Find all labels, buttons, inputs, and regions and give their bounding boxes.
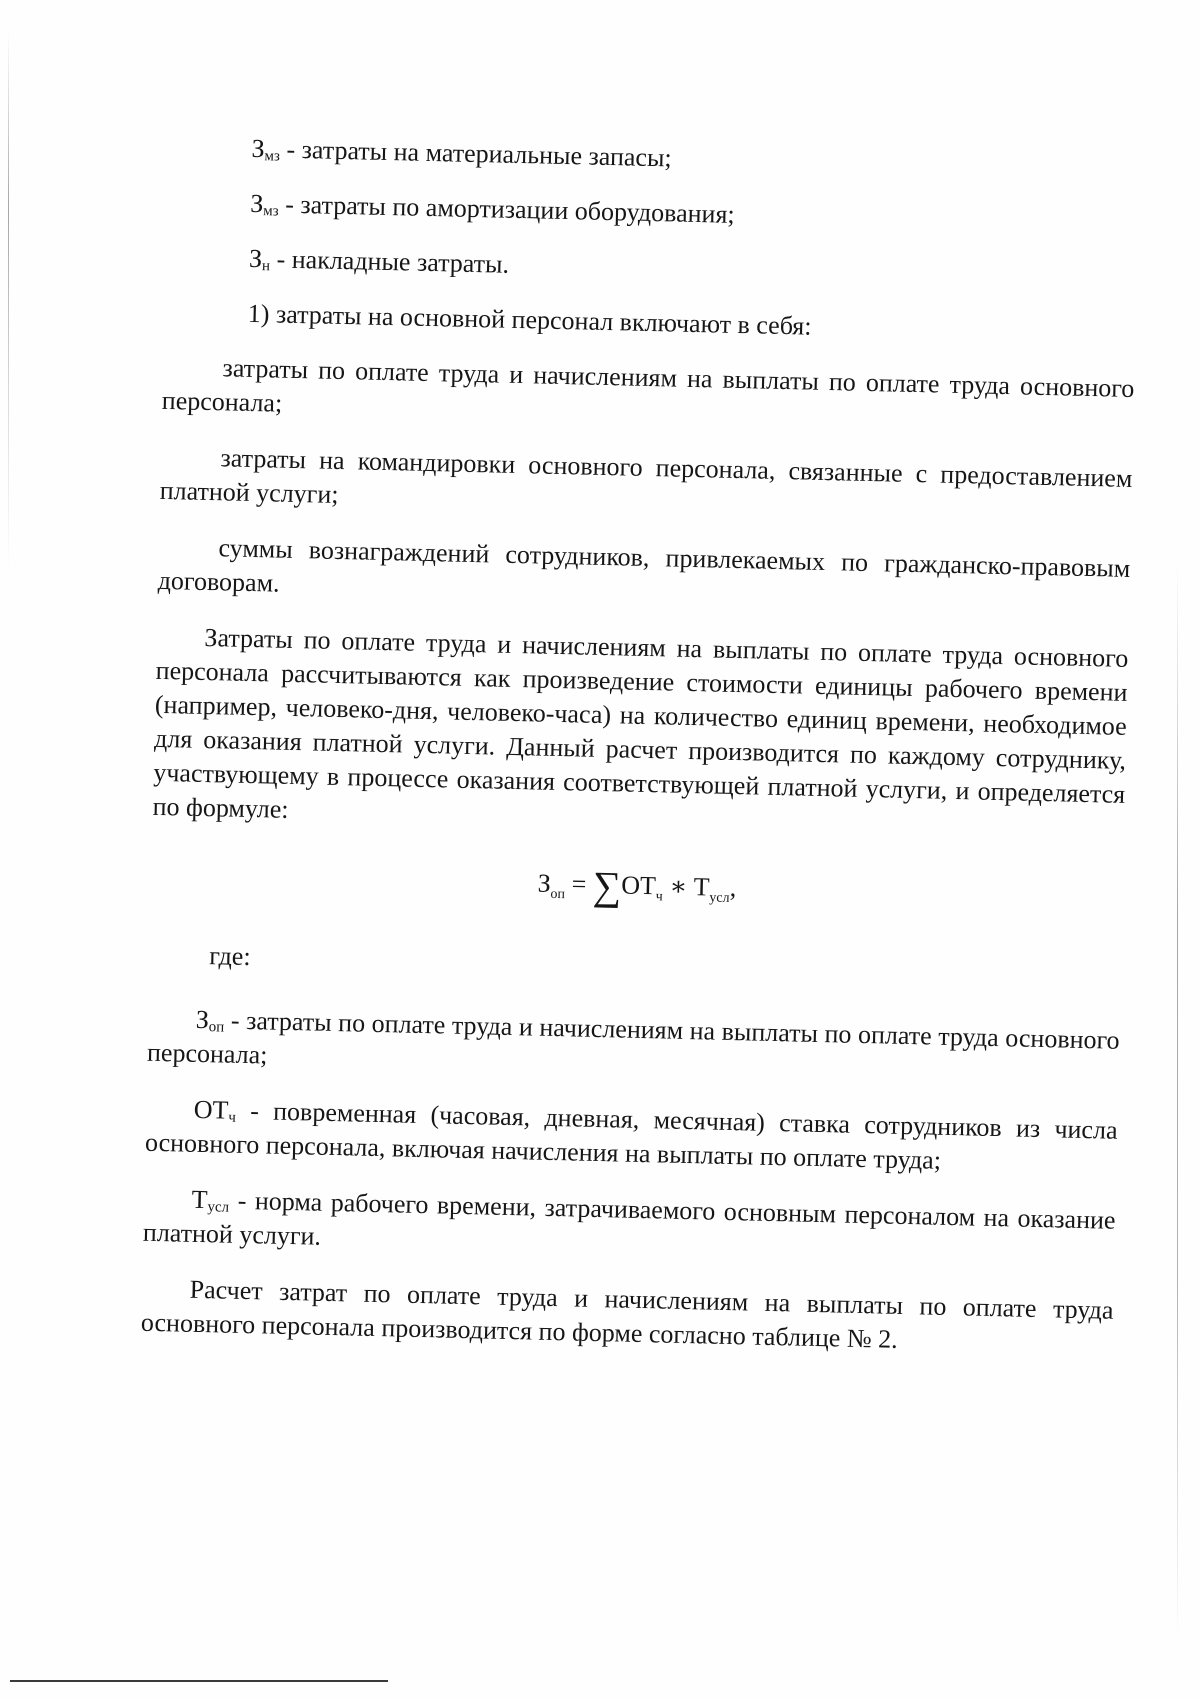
main-paragraph: Затраты по оплате труда и начислениям на выплаты по оплате труда основного персонала рассчитываются как произведение стоимости единицы рабочего времени (например, человеко-дня, человеко-часа) на количество единиц времени, необходимое для оказания платной услуги. Данный расчет производится по каждому сотруднику, участвующему в процессе оказания соответствующей платной услуги, и определяется по формуле: — [152, 622, 1129, 824]
explanation-labor-costs — [147, 1002, 1120, 1092]
explanation-symbol: ОТ — [193, 1094, 229, 1125]
explanation-work-time-norm — [143, 1182, 1116, 1272]
list-item-labor-costs: затраты по оплате труда и начислениям на выплаты по оплате труда основного персонала; — [161, 353, 1135, 418]
definition-symbol: З — [250, 188, 264, 219]
formula-term-rate-subscript: ч — [655, 889, 663, 905]
formula-term-time: Т — [693, 872, 710, 902]
definition-text: - затраты на материальные запасы; — [279, 134, 673, 173]
definition-material-reserves — [167, 130, 1140, 186]
explanation-text: - повременная (часовая, дневная, месячная) ставка сотрудников из числа основного персонала, включая начисления на выплаты по оплате труда; — [144, 1095, 1118, 1175]
explanation-hourly-rate — [145, 1092, 1118, 1182]
explanation-text: - затраты по оплате труда и начислениям на выплаты по оплате труда основного персонала; — [146, 1005, 1120, 1070]
labor-cost-formula — [151, 858, 1124, 920]
formula-multiply: ∗ — [662, 871, 695, 902]
formula-tail: , — [729, 872, 737, 903]
definition-overhead — [165, 240, 1138, 296]
scan-edge-left — [8, 30, 9, 570]
definition-subscript: н — [261, 258, 271, 275]
closing-paragraph: Расчет затрат по оплате труда и начислениям на выплаты по оплате труда основного персонала производится по форме согласно таблице № 2. — [140, 1274, 1114, 1354]
scan-edge-right — [1177, 560, 1178, 1640]
explanation-subscript: ч — [228, 1109, 237, 1126]
formula-lhs: З — [537, 868, 552, 898]
formula-term-rate: ОТ — [621, 870, 657, 901]
sum-symbol: ∑ — [592, 862, 622, 909]
definition-subscript: мз — [264, 148, 281, 165]
explanation-subscript: усл — [207, 1199, 230, 1216]
explanation-subscript: оп — [208, 1019, 225, 1036]
explanation-symbol: З — [195, 1004, 210, 1035]
document-content — [140, 130, 1140, 1384]
footnote-rule — [10, 1680, 388, 1682]
explanation-text: - норма рабочего времени, затрачиваемого основным персоналом на оказание платной услуги. — [142, 1185, 1116, 1251]
definition-subscript: мз — [263, 203, 279, 220]
definition-text: - накладные затраты. — [269, 244, 510, 279]
definition-symbol: З — [251, 133, 265, 164]
list-item-business-trips: затраты на командировки основного персонала, связанные с предоставлением платной услуги; — [159, 443, 1133, 509]
formula-equals: = — [564, 869, 594, 899]
definition-text: - затраты по амортизации оборудования; — [278, 189, 736, 229]
explanation-symbol: Т — [191, 1184, 208, 1215]
personnel-costs-lead: 1) затраты на основной персонал включают в себя: — [247, 298, 812, 341]
definition-depreciation — [166, 185, 1139, 241]
formula-lhs-subscript: оп — [550, 886, 566, 903]
formula-term-time-subscript: усл — [709, 890, 730, 906]
list-item-civil-contracts: суммы вознаграждений сотрудников, привлекаемых по гражданско-правовым договорам. — [157, 533, 1131, 598]
where-label: где: — [208, 941, 251, 972]
definition-symbol: З — [248, 243, 263, 274]
